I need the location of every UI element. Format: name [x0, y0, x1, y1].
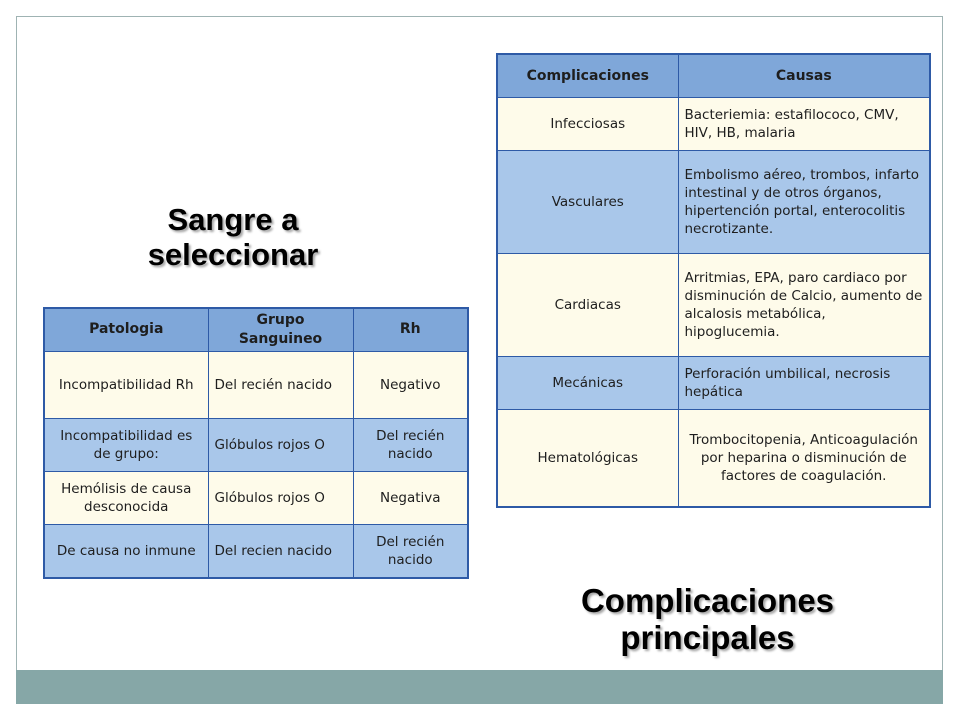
- cell-complicacion: Cardiacas: [497, 254, 678, 357]
- cell-grupo: Glóbulos rojos O: [208, 471, 353, 524]
- table-row: [44, 524, 468, 578]
- table-header-row: [497, 54, 930, 98]
- cell-causa: Arritmias, EPA, paro cardiaco por disminución de Calcio, aumento de alcalosis metabólica, hipoglucemia.: [678, 254, 930, 357]
- table-header-row: [44, 308, 468, 351]
- header-causas: Causas: [678, 54, 930, 98]
- table-row: [497, 151, 930, 254]
- cell-complicacion: Mecánicas: [497, 357, 678, 410]
- table-row: [497, 357, 930, 410]
- cell-patologia: Hemólisis de causa desconocida: [44, 471, 208, 524]
- title-complicaciones-principales: [535, 583, 880, 657]
- cell-rh: Negativa: [353, 471, 468, 524]
- table-row: [44, 418, 468, 471]
- cell-complicacion: Hematológicas: [497, 410, 678, 508]
- cell-complicacion: Infecciosas: [497, 98, 678, 151]
- table-row: [497, 410, 930, 508]
- cell-grupo: Del recien nacido: [208, 524, 353, 578]
- table-row: [497, 98, 930, 151]
- blood-selection-table: [43, 307, 469, 579]
- table-row: [44, 471, 468, 524]
- cell-patologia: De causa no inmune: [44, 524, 208, 578]
- complications-table: [496, 53, 931, 508]
- header-patologia: Patologia: [44, 308, 208, 351]
- header-complicaciones: Complicaciones: [497, 54, 678, 98]
- cell-grupo: Glóbulos rojos O: [208, 418, 353, 471]
- cell-rh: Negativo: [353, 351, 468, 418]
- cell-causa: Perforación umbilical, necrosis hepática: [678, 357, 930, 410]
- header-grupo-sanguineo: Grupo Sanguineo: [208, 308, 353, 351]
- cell-causa: Trombocitopenia, Anticoagulación por heparina o disminución de factores de coagulación.: [678, 410, 930, 508]
- cell-grupo: Del recién nacido: [208, 351, 353, 418]
- title-line: Complicaciones: [580, 582, 835, 619]
- table-row: [44, 351, 468, 418]
- header-rh: Rh: [353, 308, 468, 351]
- cell-patologia: Incompatibilidad es de grupo:: [44, 418, 208, 471]
- cell-complicacion: Vasculares: [497, 151, 678, 254]
- cell-causa: Bacteriemia: estafilococo, CMV, HIV, HB, malaria: [678, 98, 930, 151]
- title-line: Sangre a: [167, 202, 299, 237]
- title-line: seleccionar: [147, 236, 319, 272]
- title-line: principales: [620, 618, 795, 656]
- title-sangre-a-seleccionar: [120, 203, 346, 272]
- cell-causa: Embolismo aéreo, trombos, infarto intestinal y de otros órganos, hipertención portal, enterocolitis necrotizante.: [678, 151, 930, 254]
- footer-band: [16, 670, 943, 704]
- table-row: [497, 254, 930, 357]
- cell-patologia: Incompatibilidad Rh: [44, 351, 208, 418]
- cell-rh: Del recién nacido: [353, 418, 468, 471]
- cell-rh: Del recién nacido: [353, 524, 468, 578]
